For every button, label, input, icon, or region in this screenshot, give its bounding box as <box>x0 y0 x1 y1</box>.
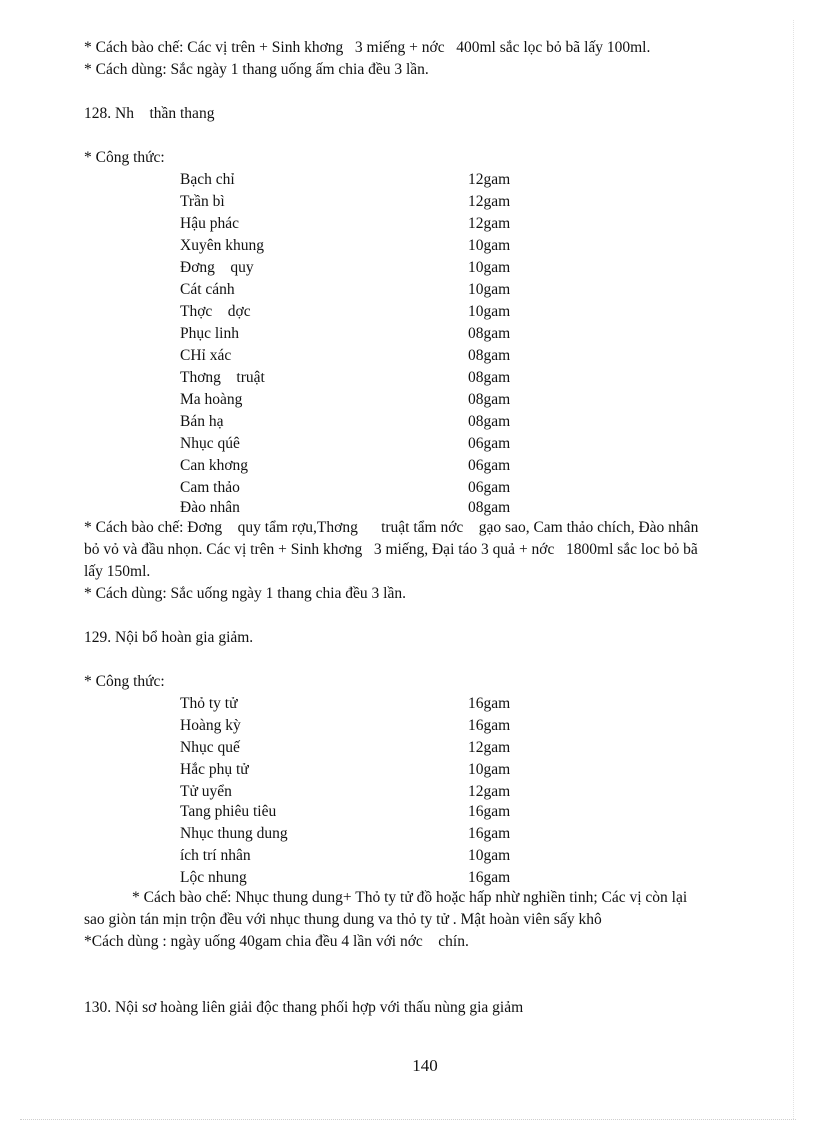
page-border-bottom <box>20 1119 796 1120</box>
ingredient-amount: 12gam <box>468 215 511 232</box>
recipe-128-prep-line: * Cách bào chế: Đơng quy tẩm rợu,Thơng truật tẩm nớc gạo sao, Cam thảo chích, Đào nhân <box>84 519 699 536</box>
page-border-right <box>793 20 794 1119</box>
ingredient-name: Cam thảo <box>180 479 240 496</box>
ingredient-amount: 06gam <box>468 457 511 474</box>
recipe-128-formula-label: * Công thức: <box>84 149 165 166</box>
ingredient-amount: 16gam <box>468 869 511 886</box>
ingredient-name: Thơng truật <box>180 369 265 386</box>
ingredient-amount: 06gam <box>468 435 511 452</box>
ingredient-amount: 10gam <box>468 259 511 276</box>
ingredient-amount: 08gam <box>468 369 511 386</box>
ingredient-amount: 12gam <box>468 193 511 210</box>
ingredient-amount: 16gam <box>468 717 511 734</box>
ingredient-name: Bạch chỉ <box>180 171 235 188</box>
recipe-128-usage-text: * Cách dùng: Sắc uống ngày 1 thang chia đều 3 lần. <box>84 585 406 602</box>
ingredient-amount: 12gam <box>468 783 511 800</box>
ingredient-name: Hắc phụ tử <box>180 761 249 778</box>
ingredient-amount: 10gam <box>468 237 511 254</box>
ingredient-amount: 08gam <box>468 325 511 342</box>
ingredient-amount: 10gam <box>468 281 511 298</box>
ingredient-amount: 12gam <box>468 739 511 756</box>
ingredient-name: Nhục thung dung <box>180 825 288 842</box>
ingredient-name: Hoàng kỳ <box>180 717 241 734</box>
ingredient-name: Đào nhân <box>180 499 240 516</box>
ingredient-amount: 16gam <box>468 825 511 842</box>
ingredient-name: Cát cánh <box>180 281 235 298</box>
ingredient-amount: 08gam <box>468 347 511 364</box>
ingredient-name: Thỏ ty tử <box>180 695 238 712</box>
ingredient-amount: 16gam <box>468 695 511 712</box>
recipe-128-title: 128. Nh thần thang <box>84 105 215 122</box>
ingredient-name: Bán hạ <box>180 413 224 430</box>
ingredient-name: Đơng quy <box>180 259 254 276</box>
ingredient-name: CHỉ xác <box>180 347 232 364</box>
page-number: 140 <box>412 1056 438 1075</box>
ingredient-name: Thợc dợc <box>180 303 251 320</box>
ingredient-name: ích trí nhân <box>180 847 251 864</box>
ingredient-name: Lộc nhung <box>180 869 247 886</box>
ingredient-name: Trần bì <box>180 193 225 210</box>
recipe-129-usage-text: *Cách dùng : ngày uống 40gam chia đều 4 lần với nớc chín. <box>84 933 469 950</box>
recipe-128-prep-line: lấy 150ml. <box>84 563 151 580</box>
ingredient-name: Xuyên khung <box>180 237 264 254</box>
recipe-129-formula-label: * Công thức: <box>84 673 165 690</box>
ingredient-name: Can khơng <box>180 457 249 474</box>
ingredient-name: Ma hoàng <box>180 391 243 408</box>
ingredient-amount: 16gam <box>468 803 511 820</box>
ingredient-name: Tử uyển <box>180 783 232 800</box>
intro-usage-text: * Cách dùng: Sắc ngày 1 thang uống ấm chia đều 3 lần. <box>84 61 429 78</box>
recipe-129-title: 129. Nội bổ hoàn gia giảm. <box>84 629 254 646</box>
ingredient-amount: 06gam <box>468 479 511 496</box>
ingredient-name: Nhục qúê <box>180 435 240 452</box>
recipe-129-prep-line: * Cách bào chế: Nhục thung dung+ Thỏ ty tử đồ hoặc hấp nhừ nghiền tinh; Các vị còn lại <box>132 889 688 906</box>
ingredient-amount: 10gam <box>468 847 511 864</box>
ingredient-name: Hậu phác <box>180 215 239 232</box>
ingredient-amount: 12gam <box>468 171 511 188</box>
ingredient-name: Phục linh <box>180 325 239 342</box>
ingredient-amount: 08gam <box>468 499 511 516</box>
ingredient-name: Nhục quế <box>180 739 240 756</box>
ingredient-amount: 10gam <box>468 761 511 778</box>
intro-prep-text: * Cách bào chế: Các vị trên + Sinh khơng 3 miếng + nớc 400ml sắc lọc bỏ bã lấy 100ml. <box>84 39 651 56</box>
ingredient-amount: 08gam <box>468 391 511 408</box>
ingredient-amount: 10gam <box>468 303 511 320</box>
recipe-129-prep-line: sao giòn tán mịn trộn đều với nhục thung dung va thỏ ty tử . Mật hoàn viên sấy khô <box>84 911 602 928</box>
recipe-130-title: 130. Nội sơ hoàng liên giải độc thang phối hợp với thấu nùng gia giảm <box>84 999 524 1016</box>
ingredient-amount: 08gam <box>468 413 511 430</box>
ingredient-name: Tang phiêu tiêu <box>180 803 277 820</box>
recipe-128-prep-line: bỏ vỏ và đầu nhọn. Các vị trên + Sinh khơng 3 miếng, Đại táo 3 quả + nớc 1800ml sắc loc bỏ bã <box>84 541 698 558</box>
